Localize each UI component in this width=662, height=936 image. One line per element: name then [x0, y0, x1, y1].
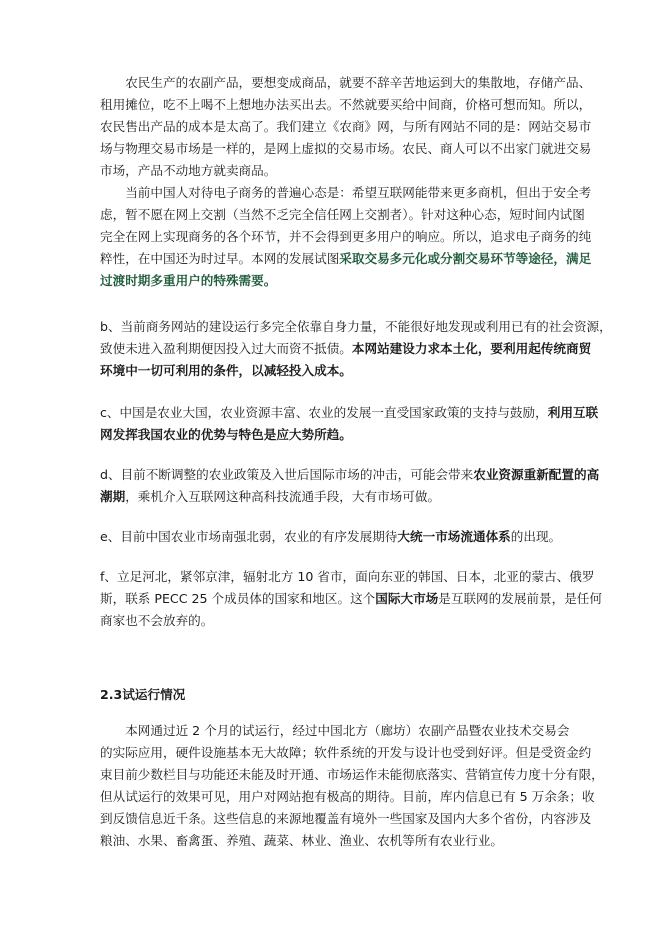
- text-line: [100, 464, 600, 486]
- text-line: b、当前商务网站的建设运行多完全依靠自身力量，不能很好地发现或利用已有的社会资源，: [100, 319, 612, 334]
- text-line: 农民生产的农副产品，要想变成商品，就要不辞辛苦地运到大的集散地，存储产品、: [100, 75, 592, 90]
- text-line: 当前中国人对待电子商务的普遍心态是：希望互联网能带来更多商机，但出于安全考: [100, 185, 592, 200]
- text-segment: 是互联网的发展前景，是任何: [438, 591, 602, 606]
- emphasis-text: 利用互联: [547, 405, 599, 420]
- paragraph-trial-operation: [100, 720, 604, 852]
- text-line: [100, 486, 578, 508]
- text-line: 粮油、水果、畜禽蛋、养殖、蔬菜、林业、渔业、农机等所有农业行业。: [100, 833, 503, 848]
- emphasis-text: 本网站建设力求本土化，要利用起传统商贸: [351, 341, 592, 356]
- text-line: 虑，暂不愿在网上交割（当然不乏完全信任网上交割者）。针对这种心态，短时间内试图: [100, 207, 585, 222]
- text-line: [100, 588, 602, 610]
- text-line: 本网通过近 2 个月的试运行，经过中国北方（廊坊）农副产品暨农业技术交易会: [100, 723, 570, 738]
- emphasis-text: 采取交易多元化或分割交易环节等途径，满足: [339, 251, 592, 266]
- text-line: 市场，产品不动地方就卖商品。: [100, 163, 277, 178]
- text-line: 的实际应用，硬件设施基本无大故障；软件系统的开发与设计也受到好评。但是受资金约: [100, 745, 592, 760]
- text-segment: e、目前中国农业市场南强北弱，农业的有序发展期待: [100, 529, 398, 544]
- text-line: [100, 402, 599, 424]
- emphasis-text: 农业资源重新配置的高: [473, 467, 600, 482]
- emphasis-text: 大统一市场流通体系: [397, 529, 511, 544]
- text-line: [100, 526, 578, 548]
- text-segment: 致使未进入盈利期便因投入过大而资不抵债。: [100, 341, 352, 356]
- text-segment: c、中国是农业大国，农业资源丰富、农业的发展一直受国家政策的支持与鼓励，: [100, 405, 548, 420]
- paragraph-item-b: [100, 316, 612, 382]
- paragraph-item-f: [100, 566, 602, 632]
- text-line: 租用摊位，吃不上喝不上想地办法买出去。不然就要买给中间商，价格可想而知。所以，: [100, 97, 592, 112]
- text-line: 商家也不会放弃的。: [100, 613, 214, 628]
- paragraph-item-c: [100, 402, 599, 446]
- paragraph-item-d: [100, 464, 600, 508]
- paragraph-farmer-sales: [100, 72, 592, 182]
- paragraph-item-e: [100, 526, 578, 548]
- text-segment: ，乘机介入互联网这种高科技流通手段，大有市场可做。: [125, 489, 441, 504]
- text-segment: 的出现。: [510, 529, 562, 544]
- text-line: [100, 338, 592, 360]
- text-segment: 粹性，在中国还为时过早。本网的发展试图: [100, 251, 340, 266]
- text-line: 但从试运行的效果可见，用户对网站抱有极高的期待。目前，库内信息已有 5 万余条；收: [100, 789, 595, 804]
- emphasis-text: 网发挥我国农业的优势与特色是应大势所趋。: [100, 427, 352, 442]
- text-line: f、立足河北，紧邻京津，辐射北方 10 省市，面向东亚的韩国、日本，北亚的蒙古、俄罗: [100, 569, 595, 584]
- text-segment: 斯，联系 PECC 25 个成员体的国家和地区。这个: [100, 591, 376, 606]
- paragraph-ecommerce-mindset: [100, 182, 592, 292]
- text-line: 完全在网上实现商务的各个环节，并不会得到更多用户的响应。所以，追求电子商务的纯: [100, 229, 592, 244]
- text-segment: d、目前不断调整的农业政策及入世后国际市场的冲击，可能会带来: [100, 467, 474, 482]
- text-line: 农民售出产品的成本是太高了。我们建立《农商》网，与所有网站不同的是：网站交易市: [100, 119, 592, 134]
- emphasis-text: 过渡时期多重用户的特殊需要。: [100, 273, 277, 288]
- text-line: 束目前少数栏目与功能还未能及时开通、市场运作未能彻底落实、营销宣传力度十分有限，: [100, 767, 604, 782]
- text-line: 场与物理交易市场是一样的，是网上虚拟的交易市场。农民、商人可以不出家门就进交易: [100, 141, 592, 156]
- text-line: 到反馈信息近千条。这些信息的来源地覆盖有境外一些国家及国内大多个省份，内容涉及: [100, 811, 592, 826]
- emphasis-text: 国际大市场: [375, 591, 439, 606]
- section-heading: 2.3试运行情况: [100, 687, 186, 702]
- emphasis-text: 环境中一切可利用的条件，以减轻投入成本。: [100, 363, 352, 378]
- text-line: [100, 248, 592, 270]
- emphasis-text: 潮期: [100, 489, 126, 504]
